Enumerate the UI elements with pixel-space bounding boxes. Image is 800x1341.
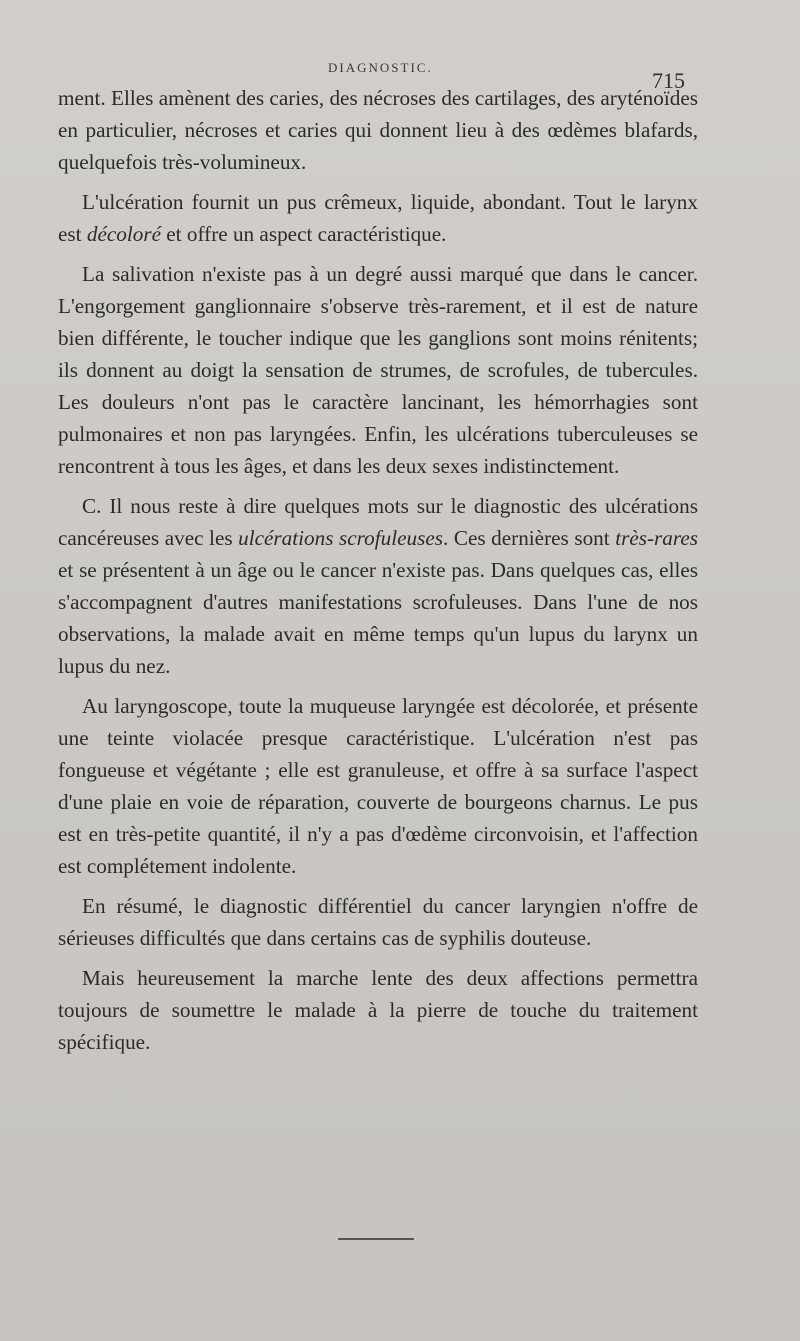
paragraph-4: [58, 490, 698, 682]
italic-text: décoloré: [86, 222, 161, 246]
italic-text: ulcérations scrofuleuses: [238, 526, 443, 550]
text-run: L'ulcération fournit un pus crêmeux, liquide, abondant. Tout le larynx est: [58, 190, 698, 246]
text-run: . Ces dernières sont: [442, 526, 616, 550]
end-of-chapter-rule: [338, 1238, 414, 1240]
paragraph-7: [58, 962, 698, 1058]
text-run: Au laryngoscope, toute la muqueuse laryngée est décolorée, et présente une teinte violacée presque caractéristique. L'ulcération n'est pas fongueuse et végétante ; elle est granuleuse, et offre à sa surface l'aspect d'une plaie en voie de réparation, couverte de bourgeons charnus. Le pus est en très-petite quantité, il n'y a pas d'œdème circonvoisin, et l'affection est complétement indolente.: [58, 694, 698, 878]
paragraph-2: [58, 186, 698, 250]
text-run: La salivation n'existe pas à un degré aussi marqué que dans le cancer. L'engorgement ganglionnaire s'observe très-rarement, et il est de nature bien différente, le toucher indique que les ganglions sont moins rénitents; ils donnent au doigt la sensation de strumes, de scrofules, de tubercules. Les douleurs n'ont pas le caractère lancinant, les hémorrhagies sont pulmonaires et non pas laryngées. Enfin, les ulcérations tuberculeuses se rencontrent à tous les âges, et dans les deux sexes indistinctement.: [58, 262, 698, 478]
italic-text: très-rares: [615, 526, 699, 550]
paragraph-1: [58, 82, 698, 178]
body-text: [58, 82, 698, 1066]
text-run: En résumé, le diagnostic différentiel du cancer laryngien n'offre de sérieuses difficultés que dans certains cas de syphilis douteuse.: [58, 894, 698, 950]
text-run: et offre un aspect caractéristique.: [160, 222, 447, 246]
text-run: Mais heureusement la marche lente des deux affections permettra toujours de soumettre le malade à la pierre de touche du traitement spécifique.: [58, 966, 698, 1054]
paragraph-5: [58, 690, 698, 882]
text-run: C. Il nous reste à dire quelques mots sur le diagnostic des ulcérations cancéreuses avec les: [58, 494, 698, 550]
paragraph-3: [58, 258, 698, 482]
page-number: 715: [652, 68, 685, 93]
text-run: ment. Elles amènent des caries, des nécroses des cartilages, des aryténoïdes en particulier, nécroses et caries qui donnent lieu à des œdèmes blafards, quelquefois très-volumineux.: [58, 86, 698, 174]
paragraph-6: [58, 890, 698, 954]
text-run: et se présentent à un âge ou le cancer n'existe pas. Dans quelques cas, elles s'accompagnent d'autres manifestations scrofuleuses. Dans l'une de nos observations, la malade avait en même temps qu'un lupus du larynx un lupus du nez.: [58, 558, 698, 678]
running-head-title: DIAGNOSTIC.: [328, 60, 433, 75]
